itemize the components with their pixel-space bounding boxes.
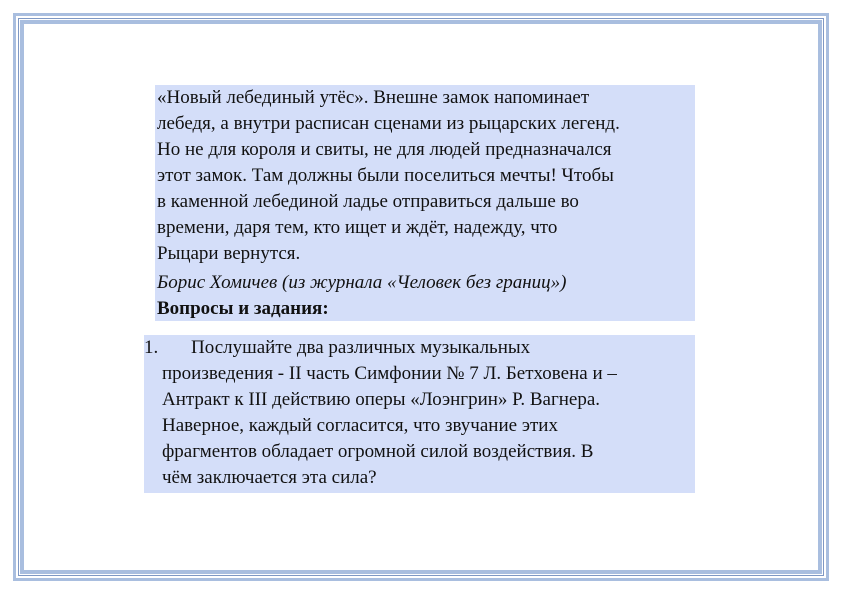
source-citation: Борис Хомичев (из журнала «Человек без границ»)	[157, 272, 567, 293]
text-content-block	[155, 85, 695, 321]
question-list	[144, 335, 695, 493]
castle-description-paragraph: «Новый лебединый утёс». Внешне замок напоминает лебедя, а внутри расписан сценами из рыцарских легенд. Но не для короля и свиты, не для людей предназначался этот замок. Там должны были поселиться мечты! Чтобы в каменной лебединой ладье отправиться дальше во времени, даря тем, кто ищет и ждёт, надежду, что Рыцари вернутся.	[157, 87, 620, 264]
question-text: Послушайте два различных музыкальных произведения - II часть Симфонии № 7 Л. Бетховена и – Антракт к III действию оперы «Лоэнгрин» Р. Вагнера. Наверное, каждый согласится, что звучание этих фрагментов обладает огромной силой воздействия. В чём заключается эта сила?	[162, 337, 617, 488]
questions-heading: Вопросы и задания:	[157, 298, 329, 319]
question-number: 1.	[144, 337, 159, 358]
